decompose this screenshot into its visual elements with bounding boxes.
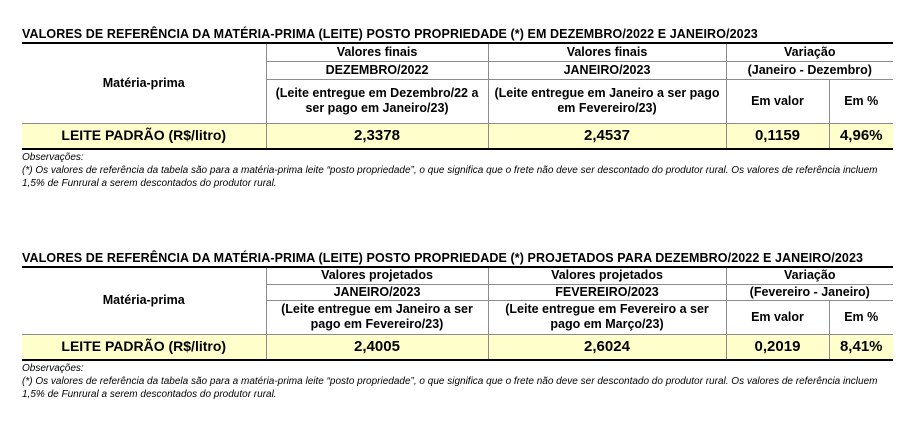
- value-january: 2,4005: [266, 334, 488, 360]
- col1-head: Valores projetados: [266, 267, 488, 284]
- values-table: [22, 266, 893, 361]
- col1-month: JANEIRO/2023: [266, 284, 488, 300]
- col2-head: Valores finais: [488, 43, 726, 61]
- table-row: [22, 123, 893, 149]
- value-february: 2,6024: [488, 334, 726, 360]
- observations-label: Observações:: [22, 362, 84, 374]
- variation-percent: 4,96%: [829, 123, 893, 149]
- col2-month: FEVEREIRO/2023: [488, 284, 726, 300]
- reference-table-december-january: [22, 26, 893, 190]
- reference-table-projected: [22, 250, 893, 401]
- table-title: VALORES DE REFERÊNCIA DA MATÉRIA-PRIMA (LEITE) POSTO PROPRIEDADE (*) EM DEZEMBRO/2022 E JANEIRO/2023: [22, 27, 758, 41]
- variation-value: 0,2019: [726, 334, 829, 360]
- col1-note: (Leite entregue em Dezembro/22 a ser pago em Janeiro/23): [266, 79, 488, 123]
- col2-note: (Leite entregue em Fevereiro a ser pago em Março/23): [488, 300, 726, 334]
- table-row: [22, 334, 893, 360]
- col1-month: DEZEMBRO/2022: [266, 61, 488, 79]
- observations-text: (*) Os valores de referência da tabela são para a matéria-prima leite “posto propriedade”, o que significa que o frete não deve ser descontado do produtor rural. Os valores de referência incluem 1,5% de Funrural a serem descontados do produtor rural.: [22, 375, 878, 400]
- col2-note: (Leite entregue em Janeiro a ser pago em Fevereiro/23): [488, 79, 726, 123]
- variation-percent: 8,41%: [829, 334, 893, 360]
- observations-text: (*) Os valores de referência da tabela são para a matéria-prima leite “posto propriedade”, o que significa que o frete não deve ser descontado do produtor rural. Os valores de referência incluem 1,5% de Funrural a serem descontados do produtor rural.: [22, 164, 878, 189]
- value-january: 2,4537: [488, 123, 726, 149]
- variacao-head: Variação: [726, 43, 893, 61]
- col1-note: (Leite entregue em Janeiro a ser pago em Fevereiro/23): [266, 300, 488, 334]
- em-valor-header: Em valor: [726, 300, 829, 334]
- em-pct-header: Em %: [829, 79, 893, 123]
- variacao-range: (Janeiro - Dezembro): [726, 61, 893, 79]
- em-valor-header: Em valor: [726, 79, 829, 123]
- row-label: LEITE PADRÃO (R$/litro): [22, 334, 266, 360]
- observations: [22, 362, 893, 401]
- variation-value: 0,1159: [726, 123, 829, 149]
- em-pct-header: Em %: [829, 300, 893, 334]
- col2-month: JANEIRO/2023: [488, 61, 726, 79]
- observations: [22, 151, 893, 190]
- materia-prima-header: Matéria-prima: [22, 267, 266, 334]
- table-title: VALORES DE REFERÊNCIA DA MATÉRIA-PRIMA (LEITE) POSTO PROPRIEDADE (*) PROJETADOS PARA DEZEMBRO/2022 E JANEIRO/2023: [22, 251, 864, 265]
- value-december: 2,3378: [266, 123, 488, 149]
- materia-prima-header: Matéria-prima: [22, 43, 266, 123]
- variacao-head: Variação: [726, 267, 893, 284]
- col2-head: Valores projetados: [488, 267, 726, 284]
- row-label: LEITE PADRÃO (R$/litro): [22, 123, 266, 149]
- variacao-range: (Fevereiro - Janeiro): [726, 284, 893, 300]
- values-table: [22, 42, 893, 150]
- col1-head: Valores finais: [266, 43, 488, 61]
- observations-label: Observações:: [22, 151, 84, 163]
